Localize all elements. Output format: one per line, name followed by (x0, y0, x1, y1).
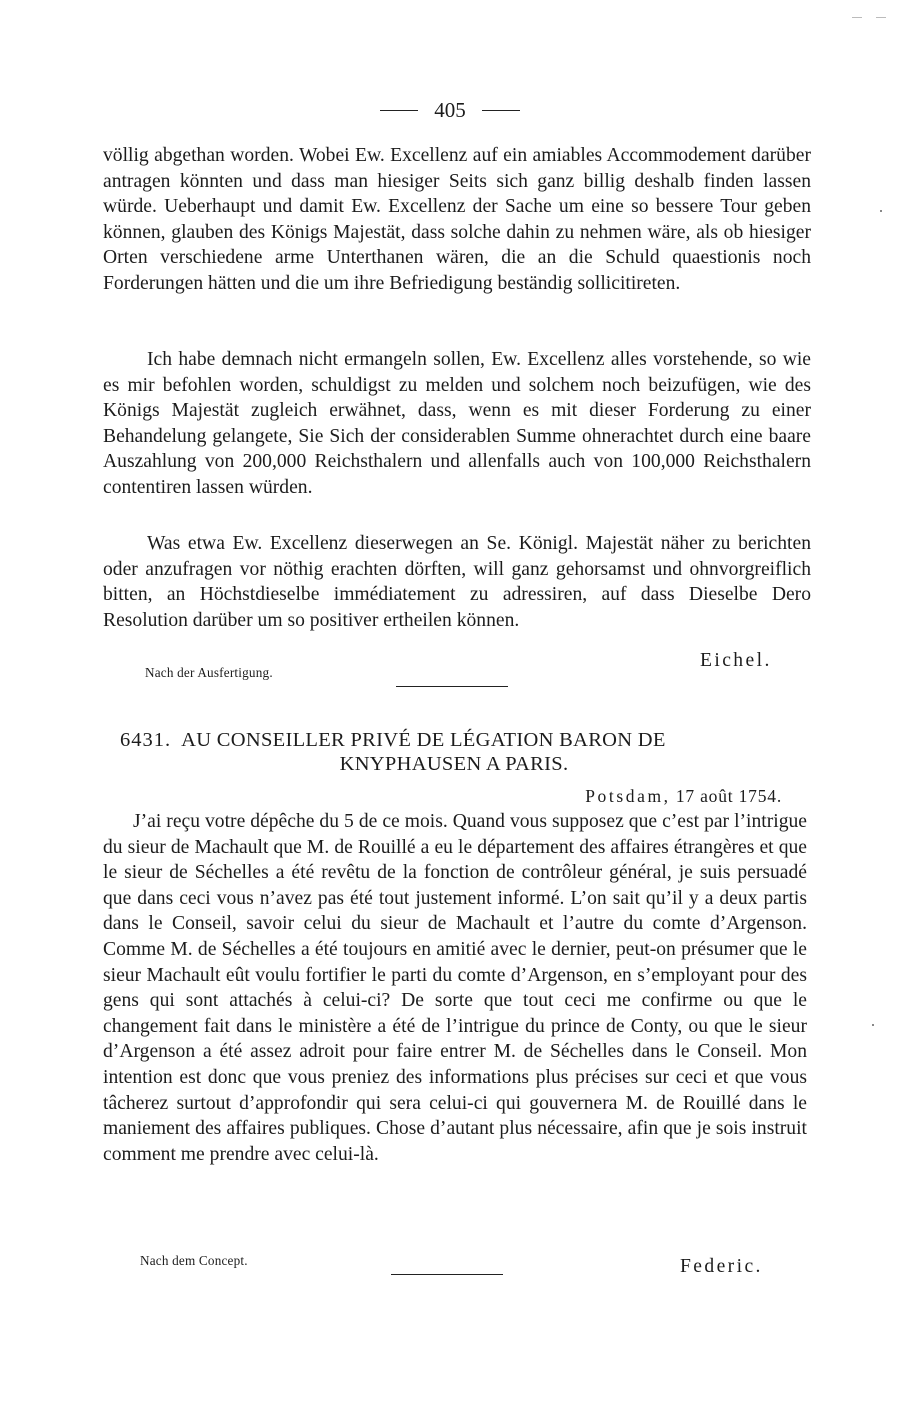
scan-artifact-dot (880, 210, 882, 212)
signature-federic: Federic. (680, 1256, 763, 1277)
section-divider (396, 686, 508, 687)
signature-eichel: Eichel. (700, 650, 772, 671)
header-dash-right (482, 110, 520, 111)
running-head (0, 98, 900, 123)
source-note-ausfertigung: Nach der Ausfertigung. (145, 665, 273, 680)
source-note-concept: Nach dem Concept. (140, 1253, 248, 1268)
header-dash-left (380, 110, 418, 111)
scan-artifact-dot (872, 1024, 874, 1026)
letter-number: 6431. (120, 729, 172, 751)
paragraph-1: völlig abgethan worden. Wobei Ew. Excellenz auf ein amiables Accommodement darüber antragen könnten und dass man hiesiger Seits sich ganz billig deshalb finden lassen würde. Ueberhaupt und damit Ew. Excellenz der Sache um eine so bessere Tour geben können, glauben des Königs Majestät, dass solche dahin zu nehmen wäre, als ob hiesiger Orten verschiedene arme Unterthanen wären, die an die Schuld quaestionis noch Forderungen hätten und die um ihre Befriedigung beständig sollicitireten. (103, 145, 811, 294)
paragraph-2: Ich habe demnach nicht ermangeln sollen, Ew. Excellenz alles vorstehende, so wie es mir befohlen worden, schuldigst zu melden und solchem noch beizufügen, wie des Königs Majestät zugleich erwähnet, dass, wenn es mit dieser Forderung zu einer Behandelung gelangete, Sie Sich der considerablen Summe ohnerachtet durch eine baare Auszahlung von 200,000 Reichsthalern und allenfalls auch von 100,000 Reichsthalern contentiren lassen würden. (103, 349, 811, 498)
dateline-date: 17 août 1754. (675, 786, 782, 806)
dateline-place: Potsdam, (585, 786, 671, 806)
scan-artifact-mark (852, 17, 862, 18)
paragraph-3: Was etwa Ew. Excellenz dieserwegen an Se. Königl. Majestät näher zu berichten oder anzufragen vor nöthig erachten dörften, will ganz gehorsamst und ohnvorgreiflich bitten, an Höchstdieselbe immédiatement zu adressiren, auf dass Dieselbe Dero Resolution darüber um so positiver ertheilen können. (103, 533, 811, 631)
page-number: 405 (434, 98, 466, 122)
letter-heading (120, 728, 788, 776)
letter-body: J’ai reçu votre dépêche du 5 de ce mois. Quand vous supposez que c’est par l’intrigue du sieur de Machault que M. de Rouillé a eu le département des affaires étrangères et que le sieur de Séchelles a été revêtu de la fonction de contrôleur général, je suis persuadé que dans ceci vous n’avez pas été tout justement informé. L’on sait qu’il y a deux partis dans le Conseil, savoir celui du sieur de Machault et l’autre du comte d’Argenson. Comme M. de Séchelles a été toujours en amitié avec le dernier, peut-on présumer que le sieur Machault eût voulu fortifier le parti du comte d’Argenson, en s’employant pour des gens qui sont attachés à celui-ci? De sorte que tout ceci me confirme ou que le changement fait dans le ministère a été de l’intrigue du prince de Conty, ou que le sieur d’Argenson a été assez adroit pour faire entrer M. de Séchelles dans le Conseil. Mon intention est donc que vous preniez des informations plus précises sur ceci et que vous tâcherez surtout d’approfondir qui sera celui-ci qui gouvernera M. de Rouillé dans le maniement des affaires publiques. Chose d’autant plus nécessaire, afin que je sois instruit comment me prendre avec celui-là. (103, 811, 807, 1165)
dateline (585, 786, 782, 807)
letter-title-line2: KNYPHAUSEN A PARIS. (339, 753, 569, 775)
end-divider (391, 1274, 503, 1275)
letter-title-line1: AU CONSEILLER PRIVÉ DE LÉGATION BARON DE (181, 729, 666, 751)
scan-artifact-mark (876, 17, 886, 18)
